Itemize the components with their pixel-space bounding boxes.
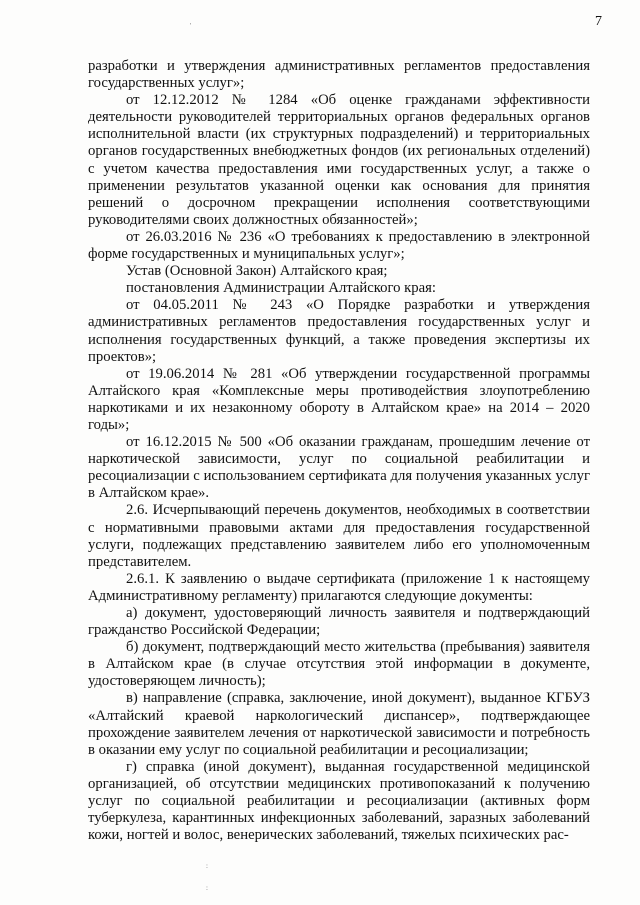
- page-number: 7: [595, 14, 602, 29]
- paragraph: Устав (Основной Закон) Алтайского края;: [126, 263, 388, 280]
- paragraph: от 19.06.2014 № 281 «Об утверждении государственной программы Алтайского края «Комплексные меры противодействия злоупотреблению наркотиками и их незаконному обороту в Алтайском крае» на 2014 – 2020 годы»;: [88, 365, 590, 433]
- paragraph: постановления Администрации Алтайского края:: [126, 280, 437, 297]
- scan-speck: :: [206, 862, 208, 870]
- paragraph: от 12.12.2012 № 1284 «Об оценке гражданами эффективности деятельности руководителей территориальных органов федеральных органов исполнительной власти (их структурных подразделений) и территориальных органов государственных внебюджетных фондов (их региональных отделений) с учетом качества предоставления ими государственных услуг, а также о применении результатов указанной оценки как основания для принятия решений о досрочном прекращении исполнения соответствующими руководителями своих должностных обязанностей»;: [88, 92, 590, 228]
- scan-speck: :: [206, 884, 208, 892]
- paragraph: 2.6.1. К заявлению о выдаче сертификата (приложение 1 к настоящему Административному регламенту) прилагаются следующие документы:: [88, 570, 590, 604]
- paragraph: 2.6. Исчерпывающий перечень документов, необходимых в соответствии с нормативными правовыми актами для предоставления государственной услуги, подлежащих представлению заявителем либо его уполномоченным представителем.: [88, 502, 590, 570]
- paragraph: от 04.05.2011 № 243 «О Порядке разработки и утверждения административных регламентов предоставления государственных услуг и исполнения государственных функций, а также проведения экспертизы их проектов»;: [88, 297, 590, 365]
- paragraph: а) документ, удостоверяющий личность заявителя и подтверждающий гражданство Российской Федерации;: [88, 605, 590, 639]
- paragraph: от 26.03.2016 № 236 «О требованиях к предоставлению в электронной форме государственных и муниципальных услуг»;: [88, 228, 590, 263]
- scan-speck: ': [190, 22, 192, 30]
- paragraph: б) документ, подтверждающий место жительства (пребывания) заявителя в Алтайском крае (в случае отсутствия этой информации в документе, удостоверяющем личность);: [88, 639, 590, 690]
- paragraph: в) направление (справка, заключение, иной документ), выданное КГБУЗ «Алтайский краевой наркологический диспансер», подтверждающее прохождение заявителем лечения от наркотической зависимости и потребность в оказании ему услуг по социальной реабилитации и ресоциализации;: [88, 690, 590, 758]
- paragraph: г) справка (иной документ), выданная государственной медицинской организацией, об отсутствии медицинских противопоказаний к получению услуг по социальной реабилитации и ресоциализации (активных форм туберкулеза, карантинных инфекционных заболеваний, заразных заболеваний кожи, ногтей и волос, венерических заболеваний, тяжелых психических рас-: [88, 758, 590, 844]
- document-body: [88, 58, 590, 844]
- paragraph: от 16.12.2015 № 500 «Об оказании гражданам, прошедшим лечение от наркотической зависимости, услуг по социальной реабилитации и ресоциализации с использованием сертификата для получения указанных услуг в Алтайском крае».: [88, 434, 590, 502]
- paragraph: разработки и утверждения административных регламентов предоставления государственных услуг»;: [88, 58, 590, 92]
